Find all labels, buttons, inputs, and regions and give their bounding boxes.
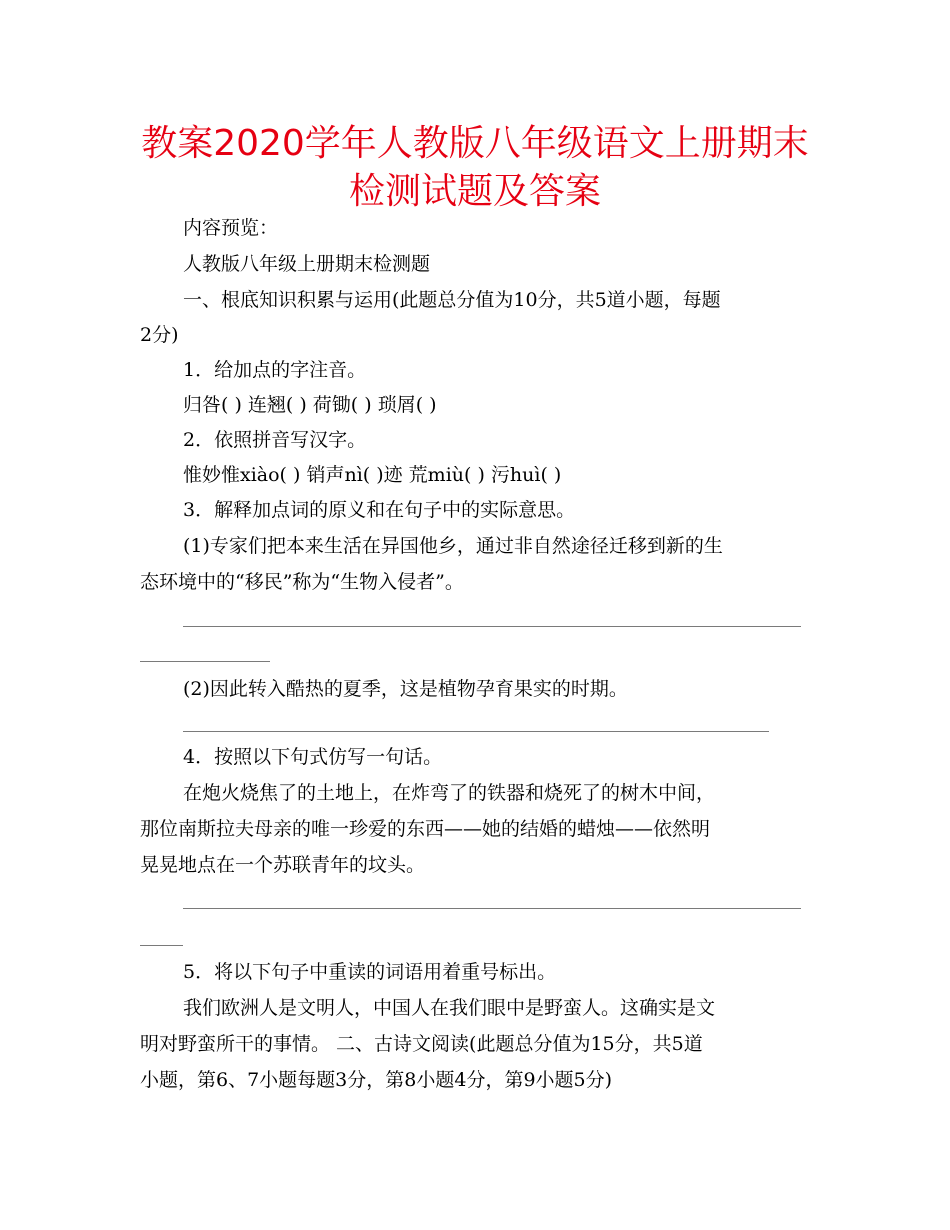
question-5-paragraph-line2: 明对野蛮所干的事情。 二、古诗文阅读(此题总分值为15分，共5道 <box>140 1033 703 1055</box>
question-5: 5．将以下句子中重读的词语用着重号标出。 <box>183 961 557 983</box>
document-title-line1: 教案2020学年人教版八年级语文上册期末 <box>141 123 809 164</box>
answer-line <box>183 731 769 732</box>
preview-label: 内容预览： <box>183 217 279 239</box>
question-3: 3．解释加点词的原义和在句子中的实际意思。 <box>183 499 576 521</box>
question-3-2: (2)因此转入酷热的夏季，这是植物孕育果实的时期。 <box>183 678 628 700</box>
question-3-1-line1: (1)专家们把本来生活在异国他乡，通过非自然途径迁移到新的生 <box>183 535 723 557</box>
answer-line <box>140 945 183 946</box>
answer-line <box>140 661 270 662</box>
document-subtitle: 人教版八年级上册期末检测题 <box>183 253 431 275</box>
section1-heading-line1: 一、根底知识积累与运用(此题总分值为10分，共5道小题，每题 <box>183 289 721 311</box>
question-4-paragraph-line2: 那位南斯拉夫母亲的唯一珍爱的东西——她的结婚的蜡烛——依然明 <box>140 818 711 840</box>
question-4: 4．按照以下句式仿写一句话。 <box>183 746 443 768</box>
question-2: 2．依照拼音写汉字。 <box>183 429 367 451</box>
answer-line <box>183 908 801 909</box>
question-5-paragraph-line3: 小题，第6、7小题每题3分，第8小题4分，第9小题5分) <box>140 1069 613 1091</box>
question-3-1-line2: 态环境中的“移民”称为“生物入侵者”。 <box>140 571 464 593</box>
answer-line <box>183 626 801 627</box>
document-title-line2: 检测试题及答案 <box>348 171 601 212</box>
question-2-items: 惟妙惟xiào( ) 销声nì( )迹 荒miù( ) 污huì( ) <box>183 464 562 486</box>
question-4-paragraph-line3: 晃晃地点在一个苏联青年的坟头。 <box>140 854 426 876</box>
section1-heading-line2: 2分) <box>140 324 179 346</box>
question-1-items: 归咎( ) 连翘( ) 荷锄( ) 琐屑( ) <box>183 394 437 416</box>
question-4-paragraph-line1: 在炮火烧焦了的土地上，在炸弯了的铁器和烧死了的树木中间， <box>183 782 716 804</box>
question-5-paragraph-line1: 我们欧洲人是文明人，中国人在我们眼中是野蛮人。这确实是文 <box>183 997 716 1019</box>
question-1: 1．给加点的字注音。 <box>183 359 367 381</box>
